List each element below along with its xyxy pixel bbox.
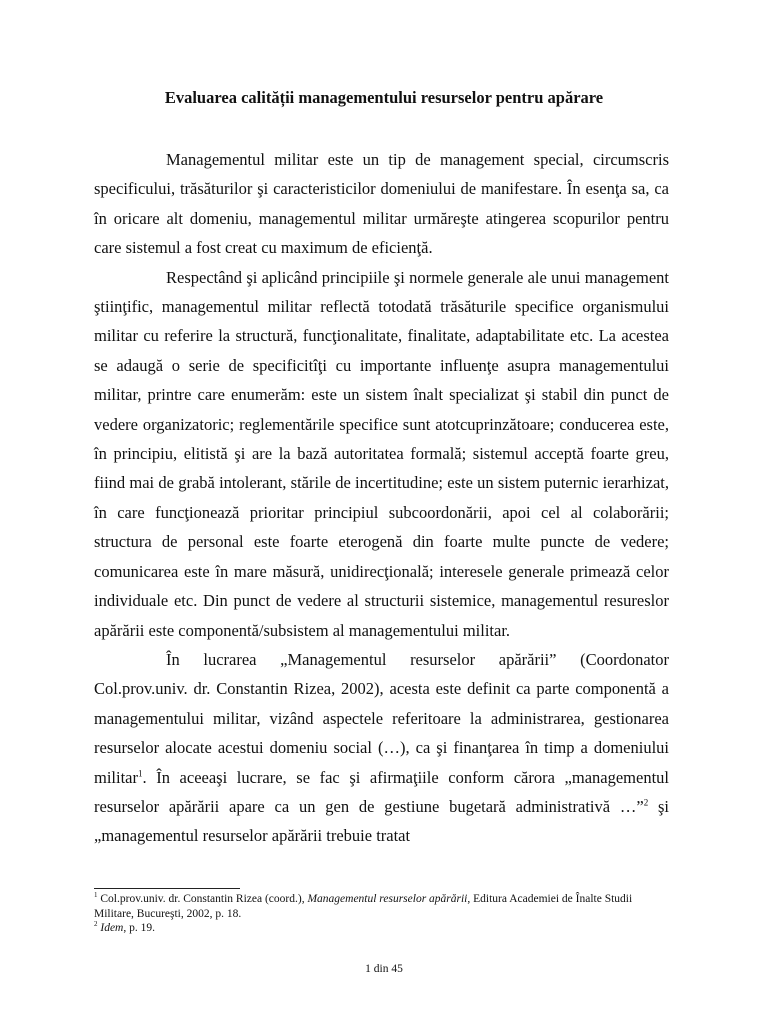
paragraph-3 — [94, 645, 669, 851]
document-body — [94, 145, 669, 851]
footnote-ref-1[interactable]: 1 — [138, 768, 143, 779]
paragraph-2: Respectând şi aplicând principiile şi normele generale ale unui management ştiinţific, managementul militar reflectă totodată trăsăturile specifice organismului militar cu referire la structură, funcţionalitate, finalitate, adaptabilitate etc. La acestea se adaugă o serie de specificitîţi cu importante influenţe asupra managementului militar, printre care enumerăm: este un sistem înalt specializat şi stabil din punct de vedere organizatoric; reglementările specifice sunt atotcuprinzătoare; conducerea este, în principiu, elitistă şi are la bază autoritatea formală; sistemul acceptă foarte greu, fiind mai de grabă intolerant, stările de incertitudine; este un sistem puternic ierarhizat, în care funcţionează prioritar principiul subcoordonării, apoi cel al colaborării; structura de personal este foarte eterogenă din foarte multe puncte de vedere; comunicarea este în mare măsură, unidirecţională; interesele generale primează celor individuale etc. Din punct de vedere al structurii sistemice, managementul resureslor apărării este componentă/subsistem al managementului militar. — [94, 267, 669, 640]
footnote-separator — [94, 888, 240, 889]
footnote-text: , p. 19. — [123, 922, 155, 934]
footnote-book-title: Managementul resurselor apărării — [307, 893, 468, 905]
footnote-number: 1 — [94, 891, 98, 900]
footnote-text: , Editura Academiei de Înalte Studii Militare, Bucureşti, 2002, p. 18. — [94, 893, 633, 920]
document-title: Evaluarea calității managementului resurselor pentru apărare — [164, 88, 604, 107]
paragraph-1: Managementul militar este un tip de management special, circumscris specificului, trăsăturilor şi caracteristicilor domeniului de manifestare. În esenţa sa, ca în oricare alt domeniu, managementul militar urmăreşte atingerea scopurilor pentru care sistemul a fost creat cu maximum de eficienţă. — [94, 150, 669, 258]
footnote-ref-2[interactable]: 2 — [643, 797, 649, 808]
footnote-text: Col.prov.univ. dr. Constantin Rizea (coord.), — [97, 893, 308, 905]
footnote-2 — [94, 921, 674, 936]
footnote-1 — [94, 892, 674, 921]
paragraph-3-text-b: . În aceeaşi lucrare, se fac şi afirmaţiile conform cărora „managementul resurselor apărării apare ca un gen de gestiune bugetară administrativă …” — [94, 767, 669, 816]
footnotes — [94, 892, 674, 936]
page-number: 1 din 45 — [365, 963, 403, 975]
footnote-number: 2 — [94, 920, 98, 929]
paragraph-3-text-a: În lucrarea „Managementul resurselor apărării” (Coordonator Col.prov.univ. dr. Constantin Rizea, 2002), acesta este definit ca parte componentă a managementului militar, vizând aspectele referitoare la administrarea, gestionarea resurselor alocate acestui domeniu social (…), ca şi finanţarea în timp a domeniului militar — [94, 649, 669, 787]
footnote-idem: Idem — [100, 922, 124, 934]
paragraph-3-text-c: şi „managementul resurselor apărării trebuie tratat — [94, 796, 669, 846]
